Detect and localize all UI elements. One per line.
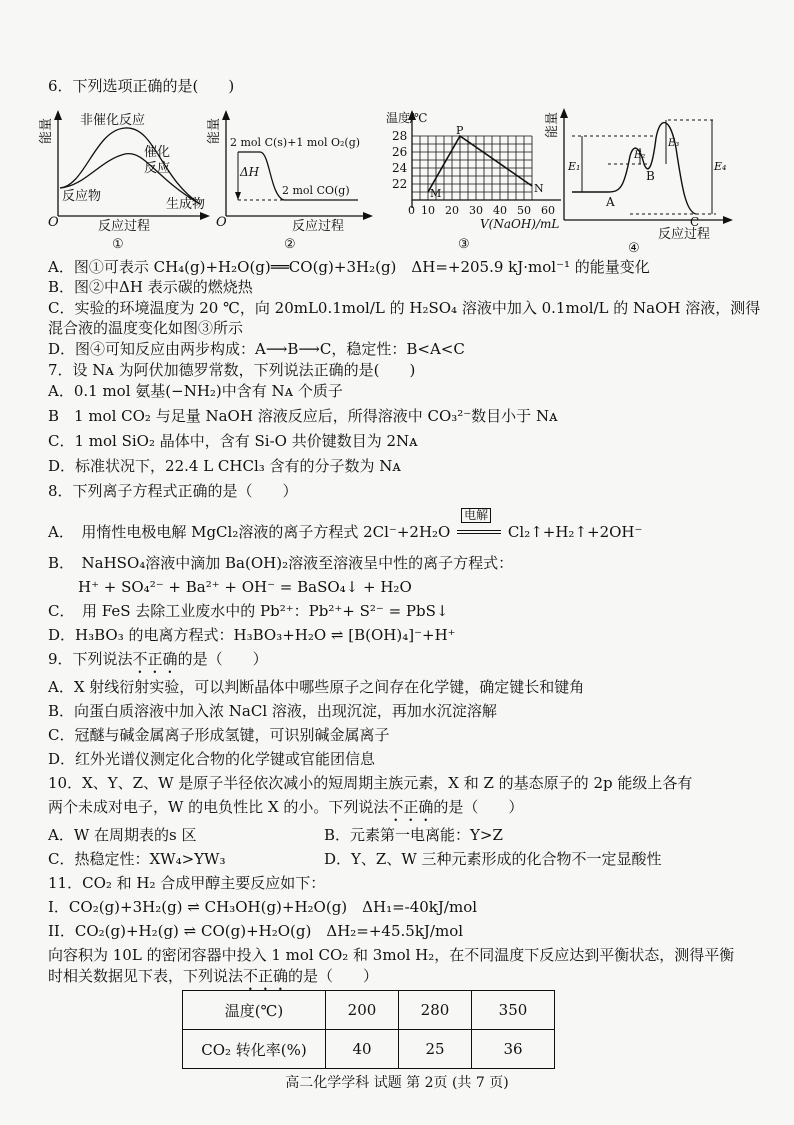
q9-option-b: B．向蛋白质溶液中加入浓 NaCl 溶液，出现沉淀，再加水沉淀溶解 <box>48 702 497 720</box>
fig1-xlabel: 反应过程 <box>98 219 151 234</box>
table-cell: 36 <box>472 1030 555 1069</box>
q10-stem-pre: 两个未成对电子，W 的电负性比 X 的小。下列说法 <box>48 798 389 816</box>
figure-2-energy-diagram <box>208 108 378 253</box>
q11-reaction-2: II．CO₂(g)+H₂(g) ⇌ CO(g)+H₂O(g) ΔH₂=+45.5kJ/mol <box>48 922 464 940</box>
fig4-e1: E₁ <box>568 160 581 173</box>
q11-stem: 11．CO₂ 和 H₂ 合成甲醇主要反应如下： <box>48 874 326 892</box>
fig3-xtick-30: 30 <box>469 204 483 217</box>
q9-option-d: D．红外光谱仪测定化合物的化学键或官能团信息 <box>48 750 376 768</box>
fig1-reactant-label: 反应物 <box>62 189 102 204</box>
fig2-xlabel: 反应过程 <box>292 219 345 234</box>
table-header-temperature: 温度(℃) <box>183 991 326 1030</box>
table-cell: 40 <box>326 1030 399 1069</box>
q10-option-d: D．Y、Z、W 三种元素形成的化合物不一定显酸性 <box>324 850 662 868</box>
q6-option-c-line2: 混合液的温度变化如图③所示 <box>48 319 244 337</box>
q7-stem: 7．设 Nᴀ 为阿伏加德罗常数，下列说法正确的是( ) <box>48 361 416 379</box>
fig1-catalyzed-label-1: 催化 <box>144 145 171 160</box>
q6-figures <box>39 108 780 256</box>
q11-data-table <box>182 990 555 1069</box>
fig3-xlabel: V(NaOH)/mL <box>480 217 560 231</box>
q10-stem-line1: 10．X、Y、Z、W 是原子半径依次减小的短周期主族元素，X 和 Z 的基态原子的 2p 能级上各有 <box>48 774 693 792</box>
q6-stem: 6．下列选项正确的是( ) <box>48 77 235 95</box>
q6-option-a: A．图①可表示 CH₄(g)+H₂O(g)══CO(g)+3H₂(g) ΔH=+205.9 kJ·mol⁻¹ 的能量变化 <box>48 258 650 276</box>
fig4-number: ④ <box>628 241 640 256</box>
page-footer: 高二化学学科 试题 第 2页 (共 7 页) <box>285 1075 509 1091</box>
table-cell: 350 <box>472 991 555 1030</box>
fig3-xtick-0: 0 <box>408 204 415 217</box>
q8-stem: 8．下列离子方程式正确的是（ ） <box>48 482 298 500</box>
q11-p2-emphasis: 不正确 <box>243 967 289 985</box>
q6-option-c-line1: C．实验的环境温度为 20 ℃，向 20mL0.1mol/L 的 H₂SO₄ 溶液中加入 0.1mol/L 的 NaOH 溶液，测得 <box>48 299 761 317</box>
q9-stem-pre: 9．下列说法 <box>48 650 133 668</box>
fig3-number: ③ <box>458 237 470 252</box>
fig3-point-n: N <box>534 182 544 195</box>
q8-a-equals-line-2 <box>457 533 501 534</box>
fig4-e4: E₄ <box>714 160 727 173</box>
fig3-ytick-26: 26 <box>392 145 408 159</box>
table-cell: 200 <box>326 991 399 1030</box>
q11-p2-post: 的是（ ） <box>288 967 379 985</box>
q10-stem-line2 <box>48 797 523 825</box>
q8-option-c: C． 用 FeS 去除工业废水中的 Pb²⁺：Pb²⁺+ S²⁻ = PbS↓ <box>48 602 449 620</box>
fig4-ylabel: 能量 <box>545 111 560 138</box>
fig1-number: ① <box>112 237 124 252</box>
q7-option-c: C．1 mol SiO₂ 晶体中，含有 Si-O 共价键数目为 2Nᴀ <box>48 432 418 450</box>
table-header-conversion: CO₂ 转化率(%) <box>183 1030 326 1069</box>
fig3-xtick-50: 50 <box>517 204 531 217</box>
q8-a-equation-right: Cl₂↑+H₂↑+2OH⁻ <box>507 523 643 541</box>
fig2-ylabel: 能量 <box>207 117 222 144</box>
table-cell: 25 <box>399 1030 472 1069</box>
figure-4-energy-diagram <box>545 108 738 256</box>
fig2-top-label: 2 mol C(s)+1 mol O₂(g) <box>230 136 361 149</box>
table-row <box>183 1030 555 1069</box>
q8-a-condition-arrow <box>455 508 503 542</box>
q8-a-equation-left: A． 用惰性电极电解 MgCl₂溶液的离子方程式 2Cl⁻+2H₂O <box>48 523 451 541</box>
fig4-point-b: B <box>646 169 655 183</box>
figure-3-temperature-chart <box>386 108 566 253</box>
fig1-catalyzed-label-2: 反应 <box>144 161 171 176</box>
q8-option-b-line1: B． NaHSO₄溶液中滴加 Ba(OH)₂溶液至溶液呈中性的离子方程式： <box>48 554 514 572</box>
fig4-e3: E₃ <box>668 138 680 149</box>
q9-option-a: A．X 射线衍射实验，可以判断晶体中哪些原子之间存在化学键，确定键长和键角 <box>48 678 585 696</box>
q8-option-d: D．H₃BO₃ 的电离方程式：H₃BO₃+H₂O ⇌ [B(OH)₄]⁻+H⁺ <box>48 626 456 644</box>
q6-option-b: B．图②中ΔH 表示碳的燃烧热 <box>48 278 253 296</box>
figure-1-energy-diagram <box>40 108 210 253</box>
fig3-ytick-28: 28 <box>392 129 408 143</box>
fig3-xtick-40: 40 <box>493 204 507 217</box>
q10-option-a: A．W 在周期表的s 区 <box>48 826 197 844</box>
fig3-point-m: M <box>430 187 442 200</box>
q10-option-b: B．元素第一电离能：Y>Z <box>324 826 503 844</box>
fig1-product-label: 生成物 <box>166 197 206 212</box>
fig3-xtick-10: 10 <box>421 204 435 217</box>
q11-reaction-1: I．CO₂(g)+3H₂(g) ⇌ CH₃OH(g)+H₂O(g) ΔH₁=-40kJ/mol <box>48 898 478 916</box>
q7-option-a: A．0.1 mol 氨基(−NH₂)中含有 Nᴀ 个质子 <box>48 382 343 400</box>
fig4-point-c: C <box>690 215 700 229</box>
q8-option-a <box>48 508 643 542</box>
fig2-bottom-label: 2 mol CO(g) <box>282 184 350 197</box>
fig2-dh-label: ΔH <box>240 165 260 179</box>
table-row <box>183 991 555 1030</box>
q10-option-c: C．热稳定性：XW₄>YW₃ <box>48 850 226 868</box>
fig3-xtick-60: 60 <box>541 204 555 217</box>
table-cell: 280 <box>399 991 472 1030</box>
q7-option-d: D．标准状况下，22.4 L CHCl₃ 含有的分子数为 Nᴀ <box>48 457 401 475</box>
fig2-number: ② <box>284 237 296 252</box>
q9-stem-post: 的是（ ） <box>177 650 268 668</box>
fig1-origin: O <box>48 215 59 230</box>
q8-a-equals-line <box>457 530 501 531</box>
q8-a-condition: 电解 <box>461 508 491 523</box>
fig3-ytick-22: 22 <box>392 177 408 191</box>
fig3-xtick-20: 20 <box>445 204 459 217</box>
q11-paragraph-line1: 向容积为 10L 的密闭容器中投入 1 mol CO₂ 和 3mol H₂，在不同温度下反应达到平衡状态，测得平衡 <box>48 946 735 964</box>
q10-stem-post: 的是（ ） <box>433 798 524 816</box>
q9-option-c: C．冠醚与碱金属离子形成氢键，可识别碱金属离子 <box>48 726 390 744</box>
fig3-ytick-24: 24 <box>392 161 408 175</box>
q8-option-b-line2: H⁺ + SO₄²⁻ + Ba²⁺ + OH⁻ = BaSO₄↓ + H₂O <box>78 578 412 596</box>
fig3-point-p: P <box>456 124 464 137</box>
q9-stem-emphasis: 不正确 <box>132 650 178 668</box>
fig4-e2: E₂ <box>634 150 646 161</box>
q11-p2-pre: 时相关数据见下表，下列说法 <box>48 967 244 985</box>
fig3-ylabel: 温度/℃ <box>386 111 428 125</box>
fig4-xlabel: 反应过程 <box>658 227 711 242</box>
q9-stem <box>48 649 268 677</box>
q10-stem-emphasis: 不正确 <box>388 798 434 816</box>
fig2-origin: O <box>216 215 227 230</box>
q7-option-b: B 1 mol CO₂ 与足量 NaOH 溶液反应后，所得溶液中 CO₃²⁻数目小于 Nᴀ <box>48 407 558 425</box>
fig1-uncatalyzed-label: 非催化反应 <box>80 113 146 128</box>
q6-option-d: D．图④可知反应由两步构成：A⟶B⟶C，稳定性：B<A<C <box>48 340 465 358</box>
fig1-ylabel: 能量 <box>39 117 54 144</box>
fig4-point-a: A <box>606 195 615 209</box>
